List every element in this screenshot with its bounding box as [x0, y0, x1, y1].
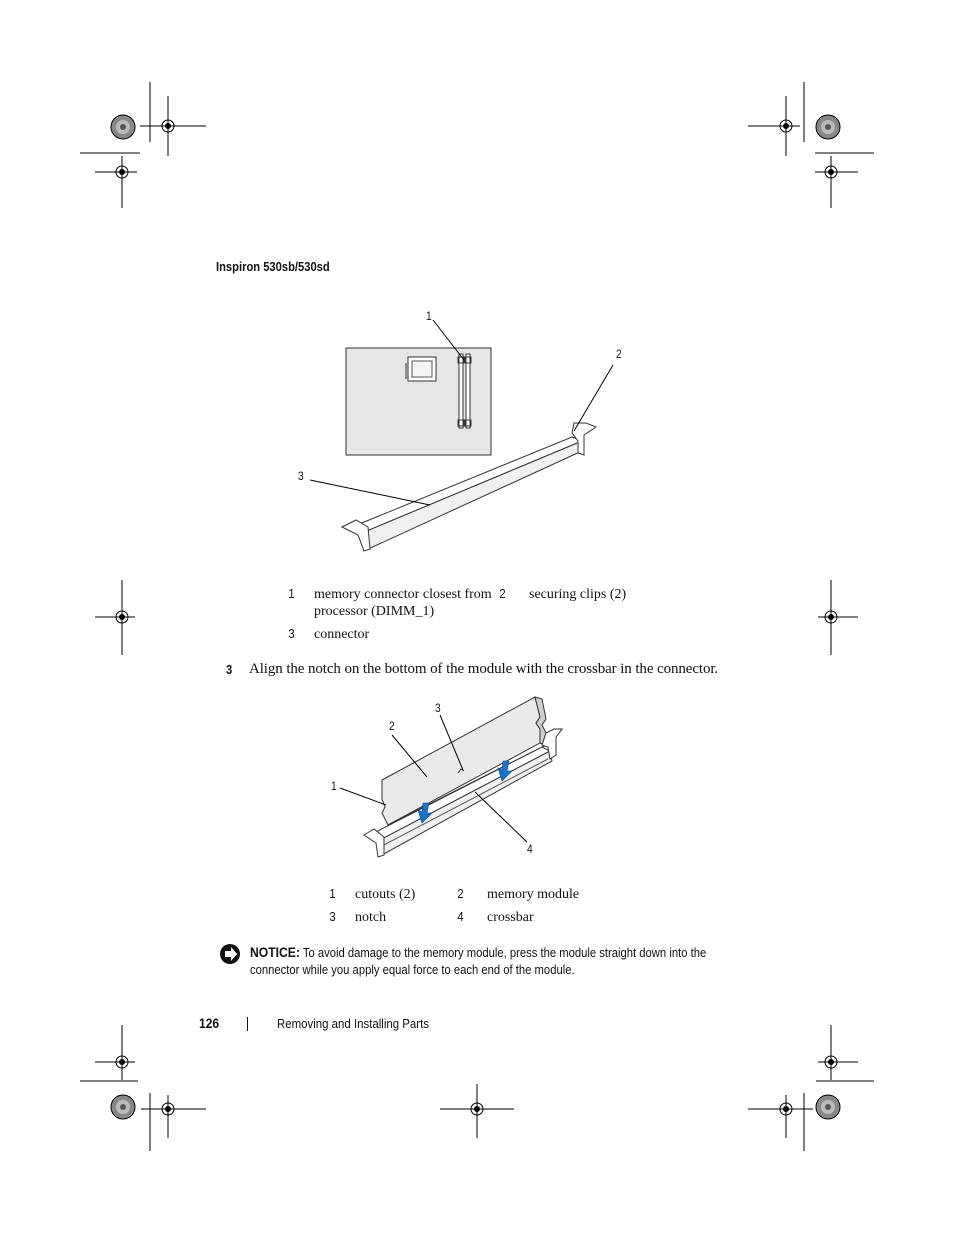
- legend-text: crossbar: [487, 910, 534, 925]
- legend-number: 3: [288, 627, 295, 641]
- figure2-legend: [329, 886, 607, 926]
- notice-block: [250, 944, 730, 979]
- callout-3: 3: [298, 469, 304, 483]
- legend-row: [329, 903, 607, 926]
- legend-number: 1: [329, 887, 336, 901]
- processor-icon: [406, 357, 436, 381]
- callout-4: 4: [527, 842, 533, 856]
- section-title: Inspiron 530sb/530sd: [216, 259, 330, 274]
- legend-number: 4: [457, 910, 464, 924]
- legend-number: 1: [288, 587, 295, 601]
- footer-section-title: Removing and Installing Parts: [277, 1016, 429, 1031]
- figure1-legend: [288, 586, 659, 643]
- reg-mark-top-right: [748, 82, 874, 208]
- reg-mark-top-left: [80, 82, 206, 208]
- step-text: Align the notch on the bottom of the module with the crossbar in the connector.: [249, 661, 719, 677]
- notice-text: To avoid damage to the memory module, press the module straight down into the connector while you apply equal force to each end of the module.: [250, 946, 707, 977]
- callout-2: 2: [389, 719, 395, 733]
- notice-icon: [219, 943, 241, 965]
- legend-text: securing clips (2): [529, 587, 627, 602]
- legend-number: 3: [329, 910, 336, 924]
- legend-text: memory module: [487, 887, 580, 902]
- legend-row: [329, 886, 607, 903]
- footer-divider: [247, 1017, 248, 1031]
- legend-row: [288, 586, 659, 620]
- callout-1: 1: [426, 309, 432, 323]
- notice-label: NOTICE:: [250, 945, 300, 960]
- reg-mark-bottom-right: [748, 1025, 874, 1151]
- callout-1: 1: [331, 779, 337, 793]
- legend-text: memory connector closest from processor (DIMM_1): [314, 587, 492, 619]
- reg-mark-mid-left: [95, 580, 135, 655]
- figure-memory-connector-diagram: [290, 305, 620, 555]
- reg-mark-bottom-left: [80, 1025, 206, 1151]
- legend-number: 2: [499, 587, 506, 601]
- legend-text: cutouts (2): [355, 887, 416, 902]
- callout-3: 3: [435, 701, 441, 715]
- callout-2: 2: [616, 347, 622, 361]
- reg-mark-mid-right: [818, 580, 858, 655]
- legend-text: notch: [355, 910, 387, 925]
- legend-row: [288, 620, 659, 643]
- legend-number: 2: [457, 887, 464, 901]
- page-number: 126: [199, 1015, 220, 1031]
- legend-text: connector: [314, 627, 370, 642]
- reg-mark-bottom-center: [440, 1084, 514, 1138]
- figure-module-alignment-diagram: [330, 695, 580, 870]
- step-number: 3: [226, 662, 233, 677]
